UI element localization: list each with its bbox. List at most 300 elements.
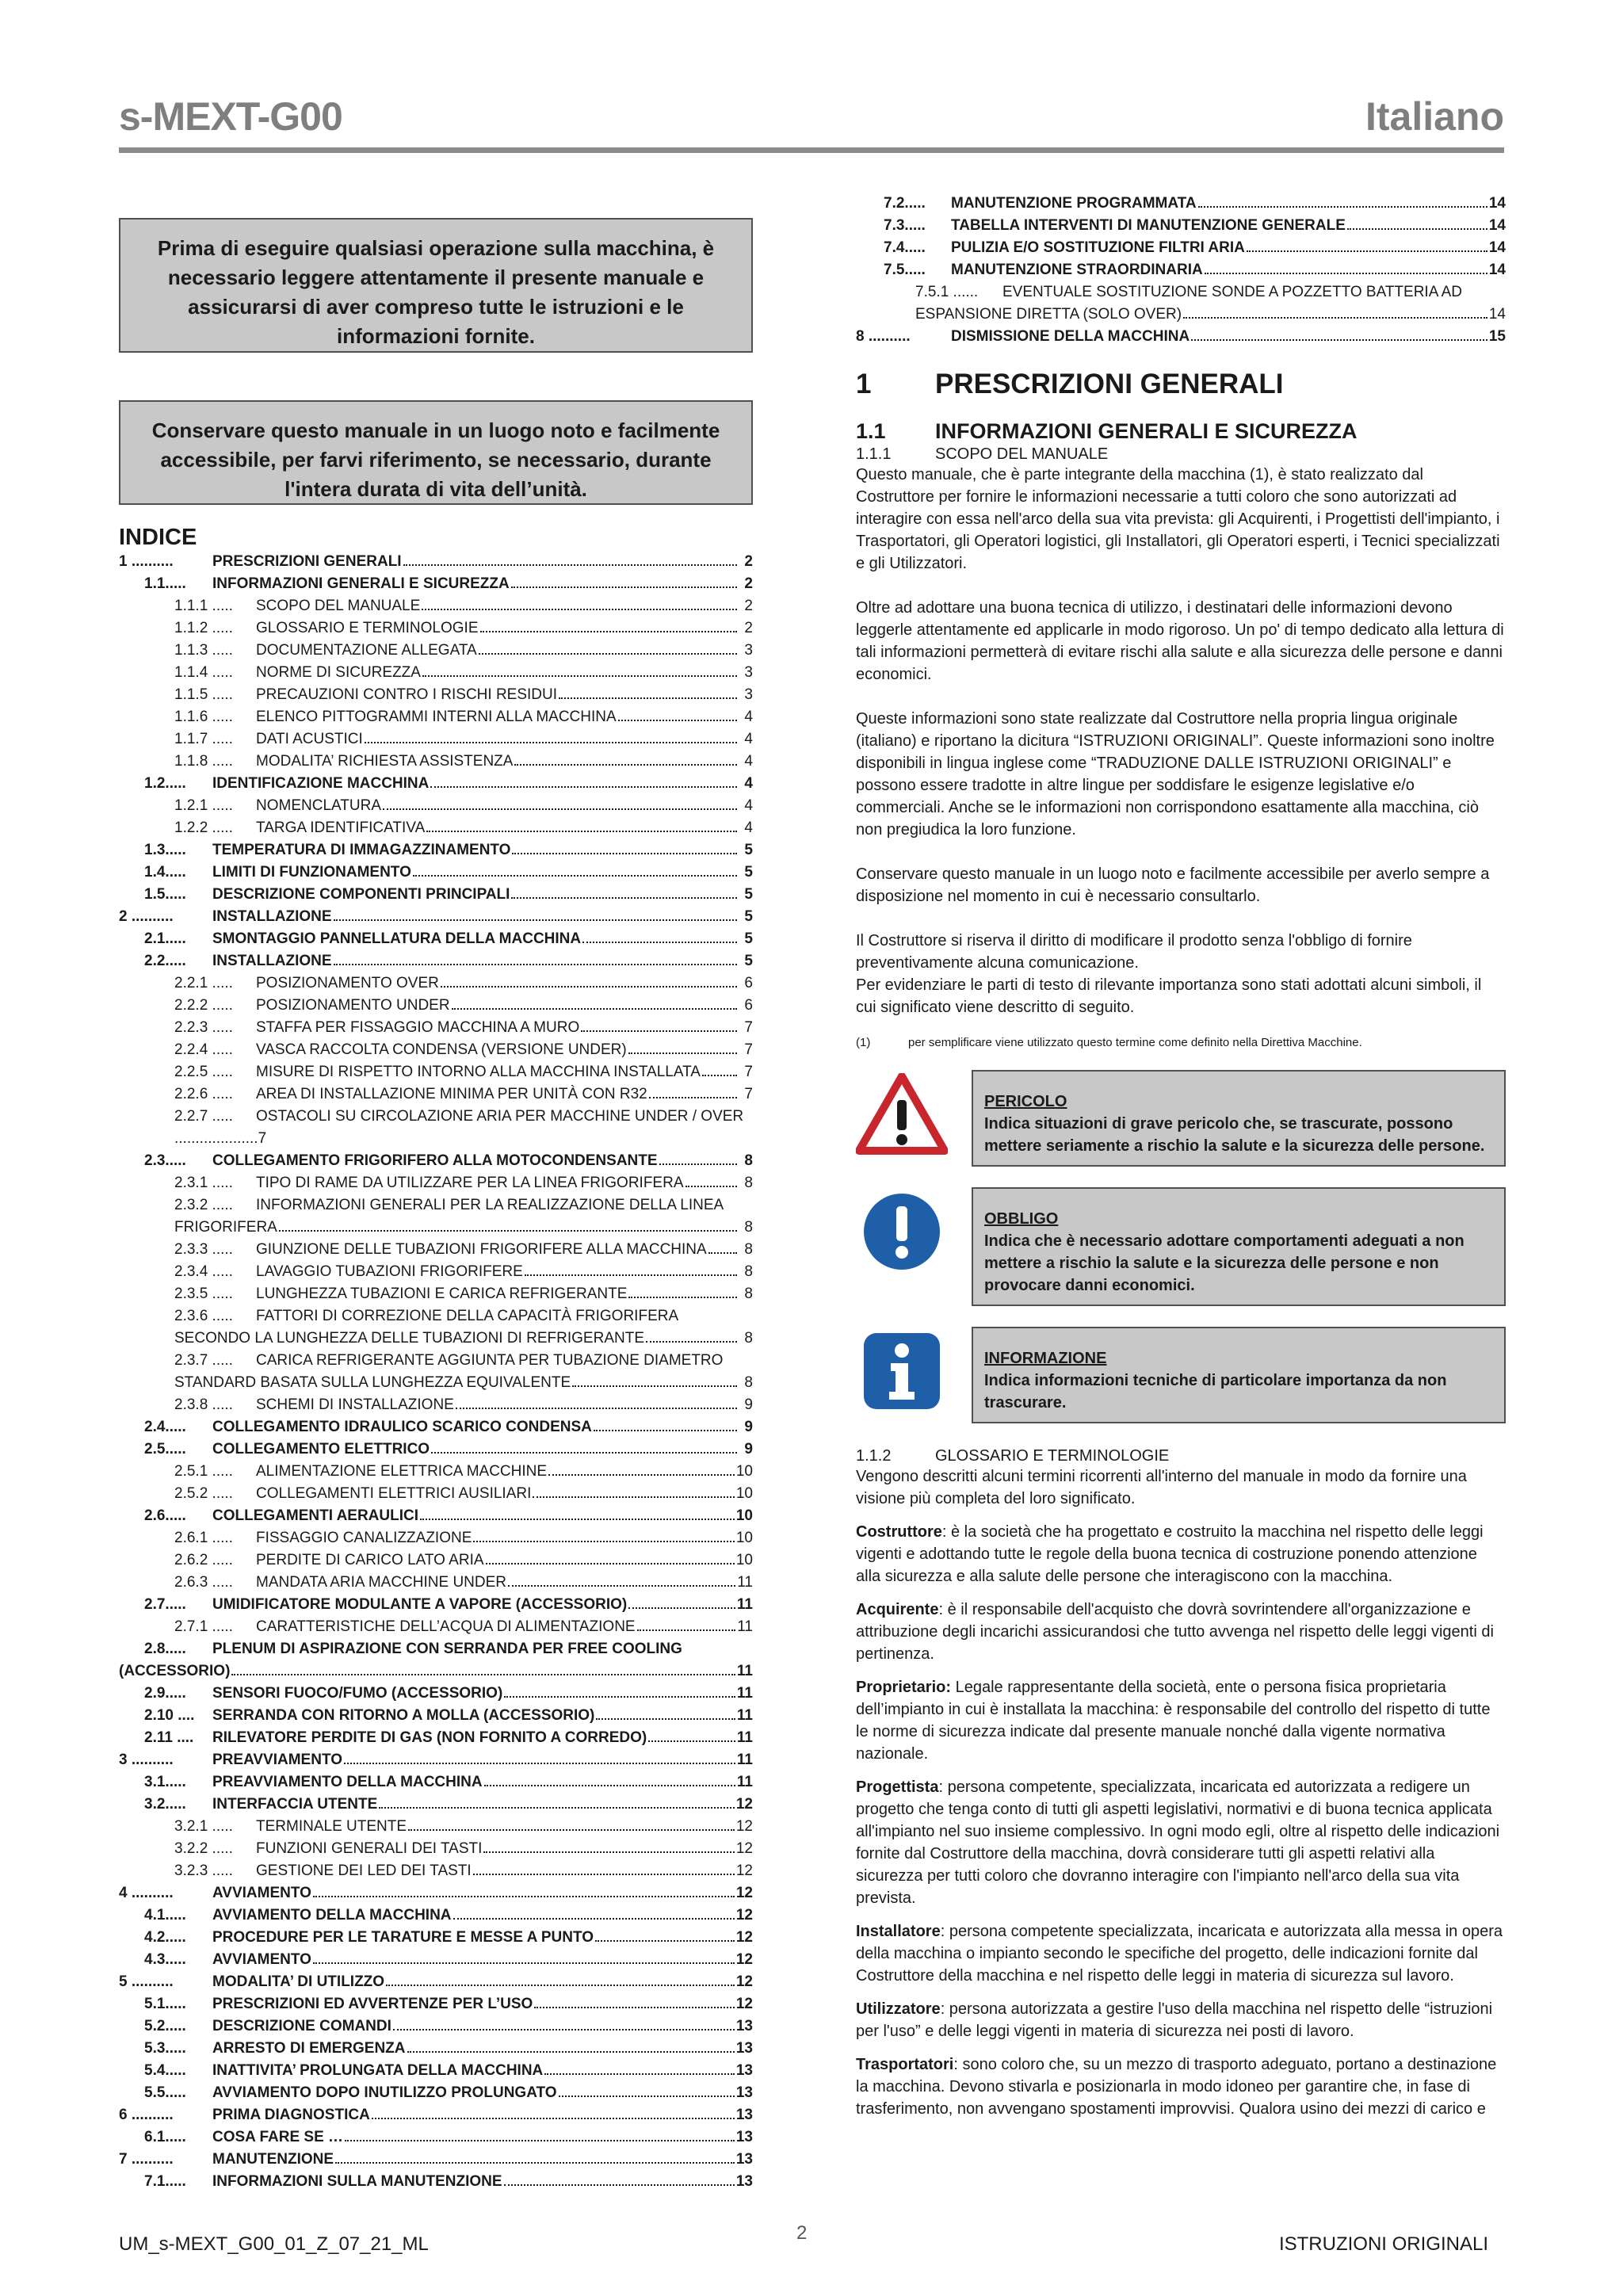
toc-leader xyxy=(407,2051,735,2053)
toc-entry xyxy=(119,2060,753,2082)
toc-entry-page: 8 xyxy=(744,1263,753,1280)
toc-entry-page: 8 xyxy=(744,1241,753,1258)
toc-entry-title: COLLEGAMENTO FRIGORIFERO ALLA MOTOCONDENSANTE xyxy=(212,1152,658,1169)
toc-entry xyxy=(119,1927,753,1949)
toc-entry-number: 2.2.5 ..... xyxy=(174,1064,233,1080)
toc-leader xyxy=(483,1851,734,1853)
toc-entry-title: FATTORI DI CORREZIONE DELLA CAPACITÀ FRIGORIFERA xyxy=(256,1308,679,1324)
toc-entry-number: 2.10 .... xyxy=(144,1707,195,1724)
toc-entry xyxy=(119,1150,753,1172)
toc-entry-title: TABELLA INTERVENTI DI MANUTENZIONE GENERALE xyxy=(951,217,1346,234)
toc-entry-number: 2.3.8 ..... xyxy=(174,1396,233,1413)
toc-entry-title: COLLEGAMENTO IDRAULICO SCARICO CONDENSA xyxy=(212,1419,592,1435)
toc-entry xyxy=(119,1971,753,1993)
toc-entry-number: 2 .......... xyxy=(119,908,174,925)
toc-entry xyxy=(119,1106,753,1128)
toc-entry-title: COLLEGAMENTO ELETTRICO xyxy=(212,1441,430,1457)
toc-leader xyxy=(473,1874,735,1875)
toc-entry xyxy=(119,2171,753,2193)
toc-leader xyxy=(559,2095,735,2097)
toc-entry-title: PRECAUZIONI CONTRO I RISCHI RESIDUI xyxy=(256,686,558,703)
toc-entry-number: 2.7.1 ..... xyxy=(174,1618,233,1635)
toc-entry xyxy=(119,1416,753,1438)
toc-leader xyxy=(231,1674,735,1675)
toc-entry xyxy=(119,950,753,972)
toc-entry-page: 2 xyxy=(744,575,753,592)
toc-entry xyxy=(119,1061,753,1083)
toc-entry xyxy=(119,1594,753,1616)
toc-entry xyxy=(119,1438,753,1461)
toc-entry-title-cont: ....................7 xyxy=(174,1130,267,1147)
document-code: s-MEXT-G00 xyxy=(119,94,342,139)
toc-entry-page: 13 xyxy=(735,2107,753,2123)
toc-leader xyxy=(508,1585,735,1587)
toc-entry xyxy=(119,617,753,640)
toc-leader xyxy=(408,1829,735,1831)
toc-entry-page: 13 xyxy=(735,2151,753,2168)
toc-entry-title: DISMISSIONE DELLA MACCHINA xyxy=(951,328,1190,345)
toc-entry xyxy=(119,1505,753,1527)
toc-entry-page: 10 xyxy=(735,1552,753,1568)
toc-entry-title: TARGA IDENTIFICATIVA xyxy=(256,819,426,836)
toc-entry-number: 7.3..... xyxy=(884,217,926,234)
toc-entry-page: 11 xyxy=(736,1685,753,1702)
paragraph: Conservare questo manuale in un luogo noto e facilmente accessibile per averlo sempre a disposizione nel momento in cui è necessario consultarlo. xyxy=(856,865,1490,905)
toc-entry xyxy=(119,640,753,662)
danger-alert-box xyxy=(972,1070,1506,1167)
subsubsection-heading xyxy=(856,1447,1506,1465)
toc-leader xyxy=(525,1274,737,1276)
paragraph: Queste informazioni sono state realizzate dal Costruttore nella propria lingua originale (italiano) e riportano la dicitura “ISTRUZIONI ORIGINALI”. Queste informazioni sono inoltre disponibili in lingua inglese come “TRADUZIONE DALLE ISTRUZIONI ORIGINALI” e possono essere tradotte in altre lingue per soddisfare le esigenze legislative e/o commerciali. Anche se le informazioni non corrispondono esattamente alla macchina, ciò non pregiudica la loro funzione. xyxy=(856,710,1495,839)
toc-entry-title: GESTIONE DEI LED DEI TASTI xyxy=(256,1862,472,1879)
toc-entry-number: 2.3.7 ..... xyxy=(174,1352,233,1369)
toc-entry-title: INFORMAZIONI SULLA MANUTENZIONE xyxy=(212,2173,502,2190)
toc-entry-title: SERRANDA CON RITORNO A MOLLA (ACCESSORIO) xyxy=(212,1707,595,1724)
toc-entry xyxy=(119,1527,753,1549)
toc-entry-page: 11 xyxy=(737,1618,753,1635)
toc-entry xyxy=(119,795,753,817)
toc-leader xyxy=(618,720,737,721)
toc-entry-page: 12 xyxy=(735,1818,753,1835)
toc-entry xyxy=(119,1616,753,1638)
glossary-definition: : è la società che ha progettato e costruito la macchina nel rispetto delle leggi vigenti e adottando tutte le regole della buona tecnica di costruzione ponendo attenzione alla sicurezza e alla salute delle persone che interagiscono con la macchina. xyxy=(856,1523,1484,1585)
toc-leader xyxy=(313,1896,735,1897)
keep-manual-notice: Conservare questo manuale in un luogo noto e facilmente accessibile, per farvi riferimento, se necessario, durante l'intera durata di vita dell’unità. xyxy=(119,400,753,505)
toc-leader xyxy=(514,764,737,766)
toc-entry-title: INFORMAZIONI GENERALI E SICUREZZA xyxy=(212,575,510,592)
toc-entry-number: 3.2.2 ..... xyxy=(174,1840,233,1857)
toc-entry-number: 3 .......... xyxy=(119,1752,174,1768)
toc-leader xyxy=(452,1008,737,1010)
subsubsection-number: 1.1.1 xyxy=(856,445,892,463)
language-label: Italiano xyxy=(1365,94,1504,139)
toc-entry-page: 4 xyxy=(744,731,753,747)
toc-entry-number: 3.2.3 ..... xyxy=(174,1862,233,1879)
toc-entry-number: 2.6.1 ..... xyxy=(174,1530,233,1546)
toc-entry-page: 4 xyxy=(744,709,753,725)
toc-entry xyxy=(119,906,753,928)
toc-entry-number: 2.6.3 ..... xyxy=(174,1574,233,1591)
glossary-definition: Legale rappresentante della società, ente o persona fisica proprietaria dell’impianto in cui è installata la macchina: è responsabile del controllo del rispetto di tutte le norme di sicurezza indicate dal presente manuale nonché dalla vigente normativa nazionale. xyxy=(856,1679,1491,1763)
glossary-entry xyxy=(856,1920,1506,1987)
toc-entry-page: 11 xyxy=(736,1729,753,1746)
info-icon xyxy=(856,1327,948,1415)
toc-leader xyxy=(512,853,737,854)
toc-entry xyxy=(119,1549,753,1572)
toc-entry-page: 3 xyxy=(744,686,753,703)
toc-entry xyxy=(119,662,753,684)
toc-entry xyxy=(856,215,1506,237)
toc-entry-number: 2.2..... xyxy=(144,953,186,969)
toc-entry xyxy=(119,1816,753,1838)
subsubsection-title: SCOPO DEL MANUALE xyxy=(935,445,1109,463)
toc-entry-title: TIPO DI RAME DA UTILIZZARE PER LA LINEA FRIGORIFERA xyxy=(256,1175,684,1191)
toc-entry-page: 9 xyxy=(744,1396,753,1413)
alert-title: OBBLIGO xyxy=(984,1210,1059,1228)
toc-entry-page: 7 xyxy=(744,1086,753,1102)
toc-entry-title-cont: FRIGORIFERA xyxy=(174,1219,277,1236)
toc-leader xyxy=(708,1252,737,1254)
toc-leader xyxy=(486,1563,735,1564)
toc-leader xyxy=(646,1341,737,1343)
toc-leader xyxy=(473,1541,734,1542)
toc-entry-title: PRESCRIZIONI GENERALI xyxy=(212,553,402,570)
toc-entry-page: 4 xyxy=(744,797,753,814)
toc-entry-page: 8 xyxy=(744,1175,753,1191)
toc-entry xyxy=(119,2104,753,2126)
toc-entry xyxy=(119,1949,753,1971)
glossary-definition: : persona autorizzata a gestire l'uso della macchina nel rispetto delle “istruzioni per l'uso” e delle leggi vigenti in materia di sicurezza nei posti di lavoro. xyxy=(856,2000,1493,2040)
toc-entry xyxy=(119,884,753,906)
toc-entry-title: TERMINALE UTENTE xyxy=(256,1818,407,1835)
toc-leader xyxy=(279,1230,737,1232)
toc-entry-number: 8 .......... xyxy=(856,328,911,345)
toc-leader xyxy=(559,697,737,699)
toc-entry xyxy=(119,2038,753,2060)
toc-entry-page: 2 xyxy=(744,620,753,636)
toc-leader xyxy=(430,786,737,788)
toc-entry-title: DESCRIZIONE COMANDI xyxy=(212,2018,391,2034)
toc-entry-page: 6 xyxy=(744,975,753,991)
toc-leader xyxy=(422,675,737,677)
toc-entry-number: 4.3..... xyxy=(144,1951,186,1968)
toc-entry xyxy=(119,1039,753,1061)
toc-entry xyxy=(119,551,753,573)
header-rule xyxy=(119,147,1504,153)
glossary-definition: : sono coloro che, su un mezzo di trasporto adeguato, portano a destinazione la macchina. Devono stivarla e posizionarla in modo idoneo per garantire che, in fase di trasferimento, non avvengano spostamenti improvvisi. Qualora usino dei mezzi di carico e xyxy=(856,2056,1497,2118)
toc-entry-title: DOCUMENTAZIONE ALLEGATA xyxy=(256,642,477,659)
toc-entry-number: 2.2.6 ..... xyxy=(174,1086,233,1102)
section-number: 1 xyxy=(856,369,872,399)
toc-entry-title: SENSORI FUOCO/FUMO (ACCESSORIO) xyxy=(212,1685,503,1702)
toc-entry-title: MANUTENZIONE STRAORDINARIA xyxy=(951,262,1203,278)
toc-entry-page: 12 xyxy=(735,1885,753,1901)
toc-entry-title: PERDITE DI CARICO LATO ARIA xyxy=(256,1552,484,1568)
toc-entry xyxy=(856,281,1506,304)
toc-entry xyxy=(119,706,753,728)
subsection-number: 1.1 xyxy=(856,419,886,443)
toc-leader xyxy=(334,964,737,965)
toc-entry-title: PREAVVIAMENTO DELLA MACCHINA xyxy=(212,1774,483,1790)
toc-leader xyxy=(386,1985,735,1986)
toc-entry-page: 12 xyxy=(735,1929,753,1946)
toc-entry-page: 5 xyxy=(744,864,753,881)
toc-entry xyxy=(119,751,753,773)
original-instructions-label: ISTRUZIONI ORIGINALI xyxy=(1278,2233,1488,2255)
toc-entry-title: INSTALLAZIONE xyxy=(212,908,332,925)
toc-entry-number: 2.9..... xyxy=(144,1685,186,1702)
toc-leader xyxy=(659,1163,737,1165)
toc-entry-page: 5 xyxy=(744,842,753,858)
toc-entry-number: 1.1.3 ..... xyxy=(174,642,233,659)
toc-entry-page: 12 xyxy=(735,1996,753,2012)
toc-entry-page: 10 xyxy=(735,1530,753,1546)
toc-entry-page: 14 xyxy=(1488,195,1506,212)
toc-leader xyxy=(685,1186,738,1187)
toc-entry-page: 2 xyxy=(744,598,753,614)
toc-leader xyxy=(596,1718,735,1720)
toc-entry-page: 12 xyxy=(735,1840,753,1857)
toc-leader xyxy=(628,1052,737,1054)
toc-entry xyxy=(119,1904,753,1927)
toc-entry-number: 5 .......... xyxy=(119,1973,174,1990)
toc-entry-title: MANUTENZIONE PROGRAMMATA xyxy=(951,195,1197,212)
toc-leader xyxy=(441,986,737,988)
toc-entry-page: 14 xyxy=(1488,262,1506,278)
toc-entry-page: 8 xyxy=(744,1286,753,1302)
toc-entry-number: 7.5.1 ...... xyxy=(915,284,979,300)
toc-entry-number: 1.1.5 ..... xyxy=(174,686,233,703)
toc-entry-page: 5 xyxy=(744,930,753,947)
paragraph: Il Costruttore si riserva il diritto di modificare il prodotto senza l'obbligo di fornire preventivamente alcuna comunicazione. xyxy=(856,932,1412,972)
alert-title: PERICOLO xyxy=(984,1093,1067,1110)
toc-leader xyxy=(504,2184,735,2186)
toc-entry-page: 12 xyxy=(735,1862,753,1879)
toc-entry-title: ALIMENTAZIONE ELETTRICA MACCHINE xyxy=(256,1463,548,1480)
toc-entry-title: SCHEMI DI INSTALLAZIONE xyxy=(256,1396,454,1413)
toc-entry-number: 2.3..... xyxy=(144,1152,186,1169)
toc-entry-number: 2.8..... xyxy=(144,1641,186,1657)
toc-entry-number: 2.3.5 ..... xyxy=(174,1286,233,1302)
toc-entry-page: 8 xyxy=(744,1219,753,1236)
toc-entry-continuation xyxy=(856,304,1506,326)
toc-entry-title: FISSAGGIO CANALIZZAZIONE xyxy=(256,1530,472,1546)
toc-leader xyxy=(479,653,737,655)
toc-entry xyxy=(119,1838,753,1860)
toc-entry xyxy=(119,2126,753,2149)
toc-entry-page: 10 xyxy=(735,1485,753,1502)
toc-entry-page: 7 xyxy=(744,1041,753,1058)
subsection-title: INFORMAZIONI GENERALI E SICUREZZA xyxy=(935,419,1358,443)
toc-entry-title: NOMENCLATURA xyxy=(256,797,381,814)
toc-leader xyxy=(595,1940,735,1942)
info-alert xyxy=(856,1327,1506,1423)
toc-entry-number: 2.2.1 ..... xyxy=(174,975,233,991)
toc-entry-title: COLLEGAMENTI ELETTRICI AUSILIARI xyxy=(256,1485,532,1502)
toc-entry-title: INSTALLAZIONE xyxy=(212,953,332,969)
toc-leader xyxy=(581,1030,737,1032)
toc-entry-number: 5.2..... xyxy=(144,2018,186,2034)
toc-entry-title: CARATTERISTICHE DELL’ACQUA DI ALIMENTAZIONE xyxy=(256,1618,636,1635)
glossary-term: Costruttore xyxy=(856,1523,942,1541)
toc-leader xyxy=(1247,250,1487,252)
glossary-entry xyxy=(856,1776,1506,1909)
toc-entry xyxy=(119,573,753,595)
subsection-heading xyxy=(856,419,1506,444)
toc-entry xyxy=(119,1572,753,1594)
glossary-term: Progettista xyxy=(856,1778,939,1796)
subsubsection-title: GLOSSARIO E TERMINOLOGIE xyxy=(935,1447,1170,1465)
toc-entry-page: 12 xyxy=(735,1907,753,1924)
toc-entry-title: DATI ACUSTICI xyxy=(256,731,363,747)
toc-entry xyxy=(119,972,753,995)
toc-entry xyxy=(119,1860,753,1882)
toc-entry-page: 14 xyxy=(1488,217,1506,234)
toc-entry-page: 13 xyxy=(735,2173,753,2190)
toc-entry xyxy=(856,326,1506,348)
toc-entry-title: DESCRIZIONE COMPONENTI PRINCIPALI xyxy=(212,886,510,903)
toc-entry xyxy=(119,2015,753,2038)
section-title: PRESCRIZIONI GENERALI xyxy=(935,369,1284,399)
toc-entry xyxy=(119,1350,753,1372)
toc-entry-continuation xyxy=(119,1217,753,1239)
toc-entry-title: LIMITI DI FUNZIONAMENTO xyxy=(212,864,411,881)
toc-entry-number: 2.6.2 ..... xyxy=(174,1552,233,1568)
toc-entry xyxy=(119,1461,753,1483)
toc-entry-number: 1.2.2 ..... xyxy=(174,819,233,836)
toc-entry-number: 1.2.1 ..... xyxy=(174,797,233,814)
toc-entry-title: AREA DI INSTALLAZIONE MINIMA PER UNITÀ CON R32 xyxy=(256,1086,647,1102)
toc-leader xyxy=(383,808,737,810)
toc-entry xyxy=(119,684,753,706)
toc-entry-page: 3 xyxy=(744,664,753,681)
toc-entry-number: 1.2..... xyxy=(144,775,186,792)
toc-entry-number: 7.1..... xyxy=(144,2173,186,2190)
toc-entry-number: 2.2.7 ..... xyxy=(174,1108,233,1125)
toc-leader xyxy=(372,2118,735,2119)
toc-entry xyxy=(119,839,753,861)
toc-entry xyxy=(119,1483,753,1505)
toc-entry-title: POSIZIONAMENTO OVER xyxy=(256,975,439,991)
toc-entry-number: 1.1..... xyxy=(144,575,186,592)
toc-leader xyxy=(648,1740,735,1742)
toc-entry-title: COSA FARE SE … xyxy=(212,2129,344,2145)
toc-entry-number: 4 .......... xyxy=(119,1885,174,1901)
toc-entry-page: 7 xyxy=(744,1064,753,1080)
read-manual-notice: Prima di eseguire qualsiasi operazione sulla macchina, è necessario leggere attentamente il presente manuale e assicurarsi di aver compreso tutte le istruzioni e le informazioni fornite. xyxy=(119,218,753,353)
info-alert-box xyxy=(972,1327,1506,1423)
toc-entry-number: 2.5..... xyxy=(144,1441,186,1457)
footnote-text: per semplificare viene utilizzato questo termine come definito nella Direttiva Macchine. xyxy=(908,1036,1362,1049)
toc-leader xyxy=(1183,317,1487,319)
toc-entry-number: 7 .......... xyxy=(119,2151,174,2168)
document-id: UM_s-MEXT_G00_01_Z_07_21_ML xyxy=(119,2233,429,2255)
toc-leader xyxy=(649,1097,737,1098)
toc-entry-page: 4 xyxy=(744,753,753,770)
toc-leader xyxy=(1347,228,1487,230)
toc-entry-number: 3.1..... xyxy=(144,1774,186,1790)
toc-entry-title: GIUNZIONE DELLE TUBAZIONI FRIGORIFERE ALLA MACCHINA xyxy=(256,1241,707,1258)
toc-entry-number: 2.3.1 ..... xyxy=(174,1175,233,1191)
toc-entry-number: 1.1.8 ..... xyxy=(174,753,233,770)
toc-entry-number: 1.4..... xyxy=(144,864,186,881)
toc-entry-title: AVVIAMENTO xyxy=(212,1885,311,1901)
toc-leader xyxy=(1191,339,1487,341)
toc-leader xyxy=(511,586,737,588)
toc-entry-page: 8 xyxy=(744,1374,753,1391)
toc-entry-number: 1.3..... xyxy=(144,842,186,858)
alert-text: Indica informazioni tecniche di particolare importanza da non trascurare. xyxy=(984,1372,1447,1412)
toc-entry-title: MANDATA ARIA MACCHINE UNDER xyxy=(256,1574,507,1591)
toc-leader xyxy=(504,1696,735,1698)
toc-entry-number: 7.5..... xyxy=(884,262,926,278)
footnote-number: (1) xyxy=(856,1036,871,1049)
toc-entry-page: 5 xyxy=(744,953,753,969)
toc-entry-page: 4 xyxy=(744,819,753,836)
toc-entry-title: STAFFA PER FISSAGGIO MACCHINA A MURO xyxy=(256,1019,580,1036)
mandatory-alert-box xyxy=(972,1187,1506,1306)
toc-leader xyxy=(335,2162,735,2164)
toc-entry-number: 2.2.4 ..... xyxy=(174,1041,233,1058)
toc-entry-page: 13 xyxy=(735,2040,753,2057)
toc-entry-title-cont: ESPANSIONE DIRETTA (SOLO OVER) xyxy=(915,306,1182,323)
toc-entry xyxy=(119,1638,753,1660)
right-column xyxy=(856,193,1506,2120)
toc-entry-title: SCOPO DEL MANUALE xyxy=(256,598,421,614)
toc-entry xyxy=(119,773,753,795)
toc-entry-number: 1.5..... xyxy=(144,886,186,903)
toc-leader xyxy=(1205,273,1487,274)
toc-entry-number: 1.1.7 ..... xyxy=(174,731,233,747)
toc-leader xyxy=(533,1496,734,1498)
toc-leader xyxy=(1198,206,1487,208)
warning-triangle-icon xyxy=(856,1070,948,1159)
toc-entry-title: POSIZIONAMENTO UNDER xyxy=(256,997,450,1014)
toc-entry-number: 3.2.1 ..... xyxy=(174,1818,233,1835)
toc-entry-number: 5.4..... xyxy=(144,2062,186,2079)
toc-leader xyxy=(548,1474,735,1476)
toc-entry-page: 11 xyxy=(736,1663,753,1679)
toc-entry-number: 4.2..... xyxy=(144,1929,186,1946)
glossary-entry xyxy=(856,1998,1506,2042)
toc-entry-continuation xyxy=(119,1328,753,1350)
toc-leader xyxy=(594,1430,737,1431)
toc-entry-number: 5.5..... xyxy=(144,2084,186,2101)
toc-entry-number: 2.3.3 ..... xyxy=(174,1241,233,1258)
paragraph: Oltre ad adottare una buona tecnica di utilizzo, i destinatari delle informazioni devono leggerle attentamente ed applicarle in modo rigoroso. Un po' di tempo dedicato alla lettura di tali informazioni permetterà di evitare rischi alla salute e alla sicurezza delle persone e danni economici. xyxy=(856,599,1504,683)
toc-entry xyxy=(119,995,753,1017)
toc-entry-title: ARRESTO DI EMERGENZA xyxy=(212,2040,406,2057)
toc-entry-title: SMONTAGGIO PANNELLATURA DELLA MACCHINA xyxy=(212,930,582,947)
toc-entry-title: INTERFACCIA UTENTE xyxy=(212,1796,378,1813)
toc-entry-page: 8 xyxy=(744,1330,753,1347)
paragraph: Vengono descritti alcuni termini ricorrenti all'interno del manuale in modo da fornire una visione più completa del loro significato. xyxy=(856,1468,1467,1507)
toc-entry xyxy=(119,1305,753,1328)
toc-entry-title: CARICA REFRIGERANTE AGGIUNTA PER TUBAZIONE DIAMETRO xyxy=(256,1352,724,1369)
toc-entry xyxy=(119,1771,753,1794)
toc-entry xyxy=(119,1882,753,1904)
glossary-entry xyxy=(856,2053,1506,2120)
toc-entry-page: 5 xyxy=(744,886,753,903)
toc-entry-page: 11 xyxy=(736,1707,753,1724)
glossary-term: Installatore xyxy=(856,1923,941,1940)
mandatory-exclamation-icon xyxy=(856,1187,948,1276)
toc-entry xyxy=(119,928,753,950)
toc-entry-page: 5 xyxy=(744,908,753,925)
toc-entry-continuation xyxy=(119,1128,753,1150)
toc-entry-title-cont: (ACCESSORIO) xyxy=(119,1663,231,1679)
toc-entry-number: 2.2.2 ..... xyxy=(174,997,233,1014)
